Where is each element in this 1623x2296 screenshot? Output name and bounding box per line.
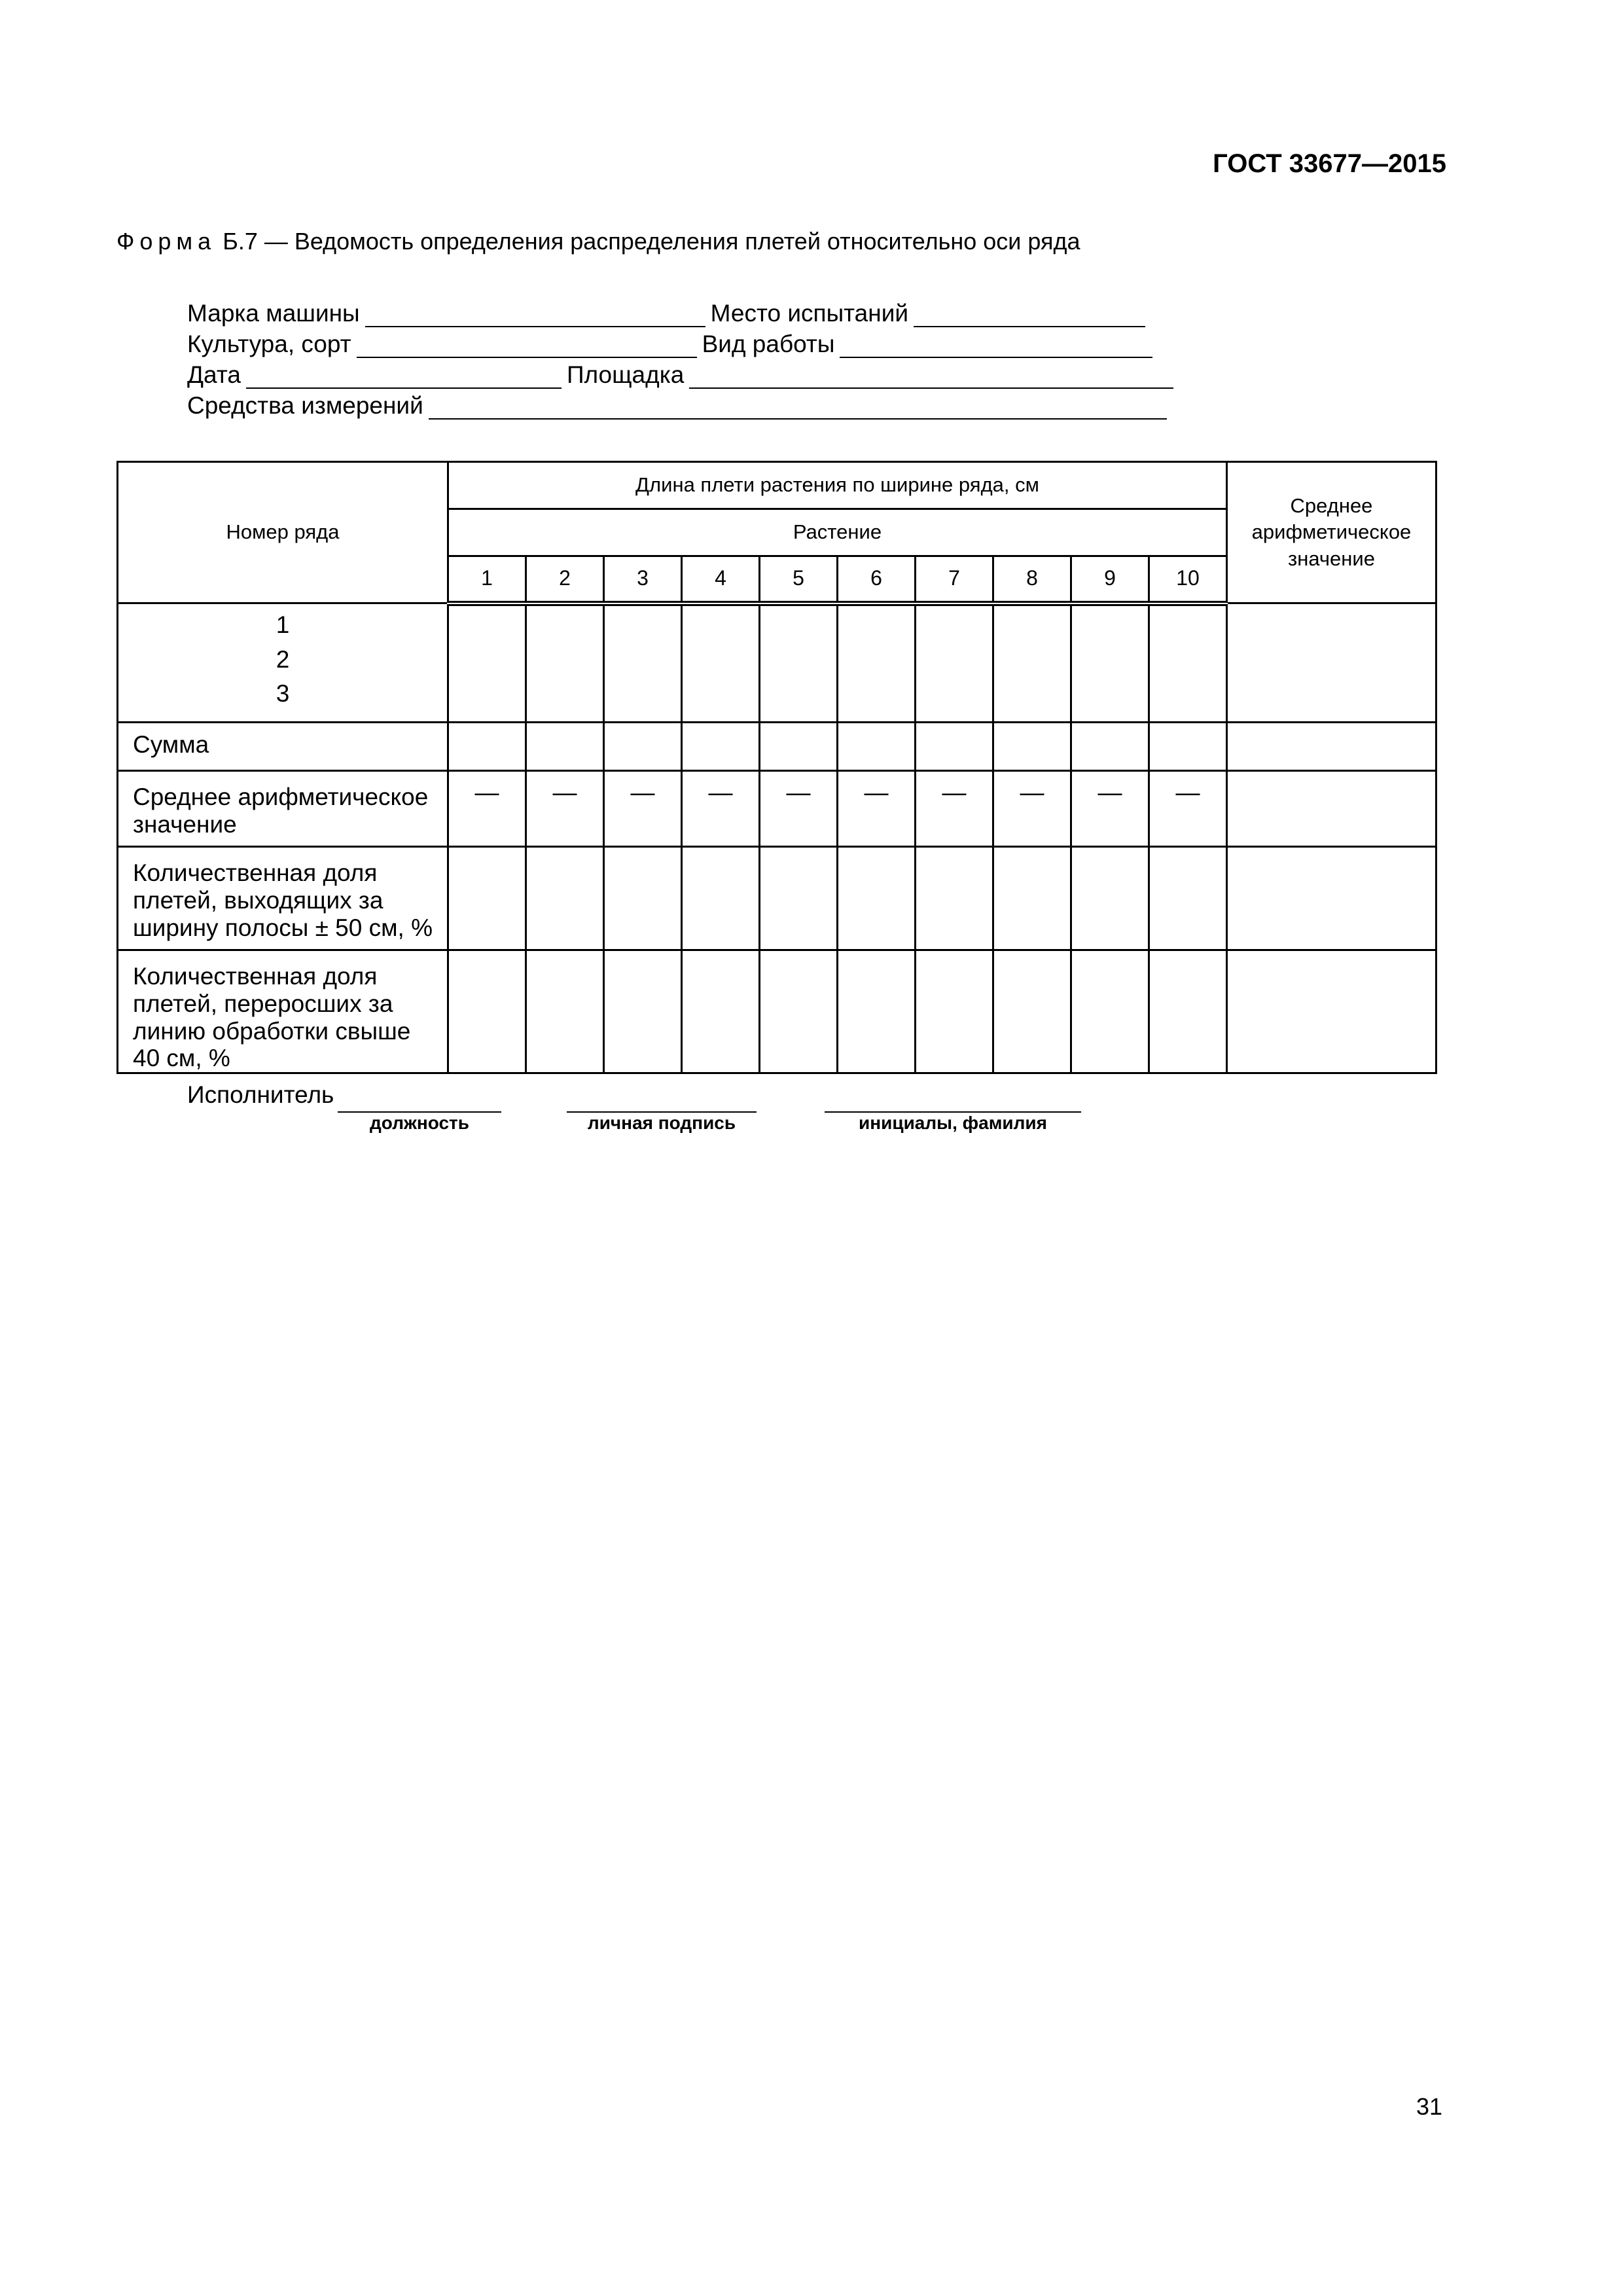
data-cell[interactable] xyxy=(916,950,993,1073)
dash-cell: — xyxy=(448,771,526,847)
data-cell[interactable] xyxy=(1149,847,1227,950)
data-cell[interactable] xyxy=(526,847,604,950)
info-line-date xyxy=(187,361,1179,389)
instruments-label: Средства измерений xyxy=(187,392,423,419)
header-row-1 xyxy=(118,462,1436,509)
dash-cell: — xyxy=(1149,771,1227,847)
table-row-share-overgrown xyxy=(118,950,1436,1073)
info-line-culture xyxy=(187,331,1158,358)
info-line-instruments xyxy=(187,392,1172,420)
executor-label: Исполнитель xyxy=(187,1081,334,1108)
data-cell[interactable] xyxy=(993,723,1071,771)
work-type-field[interactable] xyxy=(840,334,1152,358)
data-cell[interactable] xyxy=(1071,847,1149,950)
plant-number: 7 xyxy=(916,556,993,603)
data-cell[interactable] xyxy=(526,950,604,1073)
data-cell[interactable] xyxy=(1227,723,1436,771)
plant-number: 2 xyxy=(526,556,604,603)
data-cell[interactable] xyxy=(682,950,760,1073)
machine-label: Марка машины xyxy=(187,300,360,327)
dash-cell: — xyxy=(760,771,838,847)
culture-field[interactable] xyxy=(357,334,697,358)
position-line[interactable] xyxy=(338,1085,501,1113)
position-caption: должность xyxy=(370,1113,469,1133)
instruments-field[interactable] xyxy=(429,396,1167,420)
place-field[interactable] xyxy=(914,304,1145,327)
plant-number: 1 xyxy=(448,556,526,603)
dash-cell: — xyxy=(993,771,1071,847)
table-row-share-width xyxy=(118,847,1436,950)
data-cell[interactable] xyxy=(993,603,1071,723)
data-cell[interactable] xyxy=(760,723,838,771)
info-line-machine xyxy=(187,300,1150,327)
data-cell[interactable] xyxy=(838,950,916,1073)
data-cell[interactable] xyxy=(838,847,916,950)
date-field[interactable] xyxy=(246,365,562,389)
data-cell[interactable] xyxy=(604,950,682,1073)
data-cell[interactable] xyxy=(1149,603,1227,723)
share-width-label: Количественная доля плетей, выходящих за ширину полосы ± 50 см, % xyxy=(118,847,448,950)
table-row xyxy=(118,603,1436,723)
data-cell[interactable] xyxy=(760,603,838,723)
data-cell[interactable] xyxy=(1149,723,1227,771)
sum-label: Сумма xyxy=(118,723,448,771)
machine-field[interactable] xyxy=(365,304,705,327)
plant-number: 10 xyxy=(1149,556,1227,603)
data-cell[interactable] xyxy=(448,723,526,771)
row-number: 2 xyxy=(276,645,290,673)
share-overgrown-label: Количественная доля плетей, переросших за линию обработки свыше 40 см, % xyxy=(118,950,448,1073)
row-numbers-cell xyxy=(118,603,448,723)
document-code: ГОСТ 33677—2015 xyxy=(1213,149,1446,178)
signature-caption: личная подпись xyxy=(587,1113,736,1133)
plant-number: 5 xyxy=(760,556,838,603)
signature-line[interactable] xyxy=(567,1085,757,1113)
data-cell[interactable] xyxy=(1227,950,1436,1073)
plant-number: 4 xyxy=(682,556,760,603)
data-cell[interactable] xyxy=(993,847,1071,950)
data-cell[interactable] xyxy=(604,603,682,723)
data-cell[interactable] xyxy=(526,723,604,771)
plant-number: 8 xyxy=(993,556,1071,603)
data-cell[interactable] xyxy=(1071,950,1149,1073)
row-number: 1 xyxy=(276,611,290,638)
data-cell[interactable] xyxy=(604,723,682,771)
measurement-table xyxy=(116,461,1437,1074)
data-cell[interactable] xyxy=(838,603,916,723)
row-number: 3 xyxy=(276,680,290,708)
place-label: Место испытаний xyxy=(710,300,909,327)
data-cell[interactable] xyxy=(448,950,526,1073)
plant-number: 9 xyxy=(1071,556,1149,603)
dash-cell: — xyxy=(916,771,993,847)
data-cell[interactable] xyxy=(916,847,993,950)
site-label: Площадка xyxy=(566,361,685,388)
average-header: Среднее арифметическое значение xyxy=(1227,462,1436,603)
data-cell[interactable] xyxy=(448,847,526,950)
data-cell[interactable] xyxy=(1227,847,1436,950)
data-cell[interactable] xyxy=(1227,771,1436,847)
data-cell[interactable] xyxy=(604,847,682,950)
data-cell[interactable] xyxy=(993,950,1071,1073)
plant-number: 3 xyxy=(604,556,682,603)
name-line[interactable] xyxy=(825,1085,1081,1113)
dash-cell: — xyxy=(604,771,682,847)
culture-label: Культура, сорт xyxy=(187,331,351,357)
table-row-average xyxy=(118,771,1436,847)
average-label: Среднее арифметическое значение xyxy=(118,771,448,847)
dash-cell: — xyxy=(838,771,916,847)
dash-cell: — xyxy=(682,771,760,847)
data-cell[interactable] xyxy=(1071,723,1149,771)
plant-header: Растение xyxy=(448,509,1227,556)
site-field[interactable] xyxy=(689,365,1173,389)
plant-number: 6 xyxy=(838,556,916,603)
data-cell[interactable] xyxy=(682,847,760,950)
data-cell[interactable] xyxy=(916,723,993,771)
row-number-header: Номер ряда xyxy=(118,462,448,603)
work-type-label: Вид работы xyxy=(702,331,835,357)
form-title-text: Б.7 — Ведомость определения распределения плетей относительно оси ряда xyxy=(223,228,1080,255)
data-cell[interactable] xyxy=(526,603,604,723)
data-cell[interactable] xyxy=(1149,950,1227,1073)
data-cell[interactable] xyxy=(916,603,993,723)
date-label: Дата xyxy=(187,361,241,388)
data-cell[interactable] xyxy=(760,847,838,950)
page-number: 31 xyxy=(1416,2093,1442,2120)
dash-cell: — xyxy=(526,771,604,847)
data-cell[interactable] xyxy=(682,723,760,771)
data-cell[interactable] xyxy=(1071,603,1149,723)
name-caption: инициалы, фамилия xyxy=(859,1113,1047,1133)
data-cell[interactable] xyxy=(682,603,760,723)
data-cell[interactable] xyxy=(760,950,838,1073)
form-label: Форма xyxy=(116,228,217,255)
data-cell[interactable] xyxy=(838,723,916,771)
table-row-sum xyxy=(118,723,1436,771)
data-cell[interactable] xyxy=(448,603,526,723)
form-title xyxy=(116,228,1080,255)
data-cell[interactable] xyxy=(1227,603,1436,723)
dash-cell: — xyxy=(1071,771,1149,847)
length-header: Длина плети растения по ширине ряда, см xyxy=(448,462,1227,509)
